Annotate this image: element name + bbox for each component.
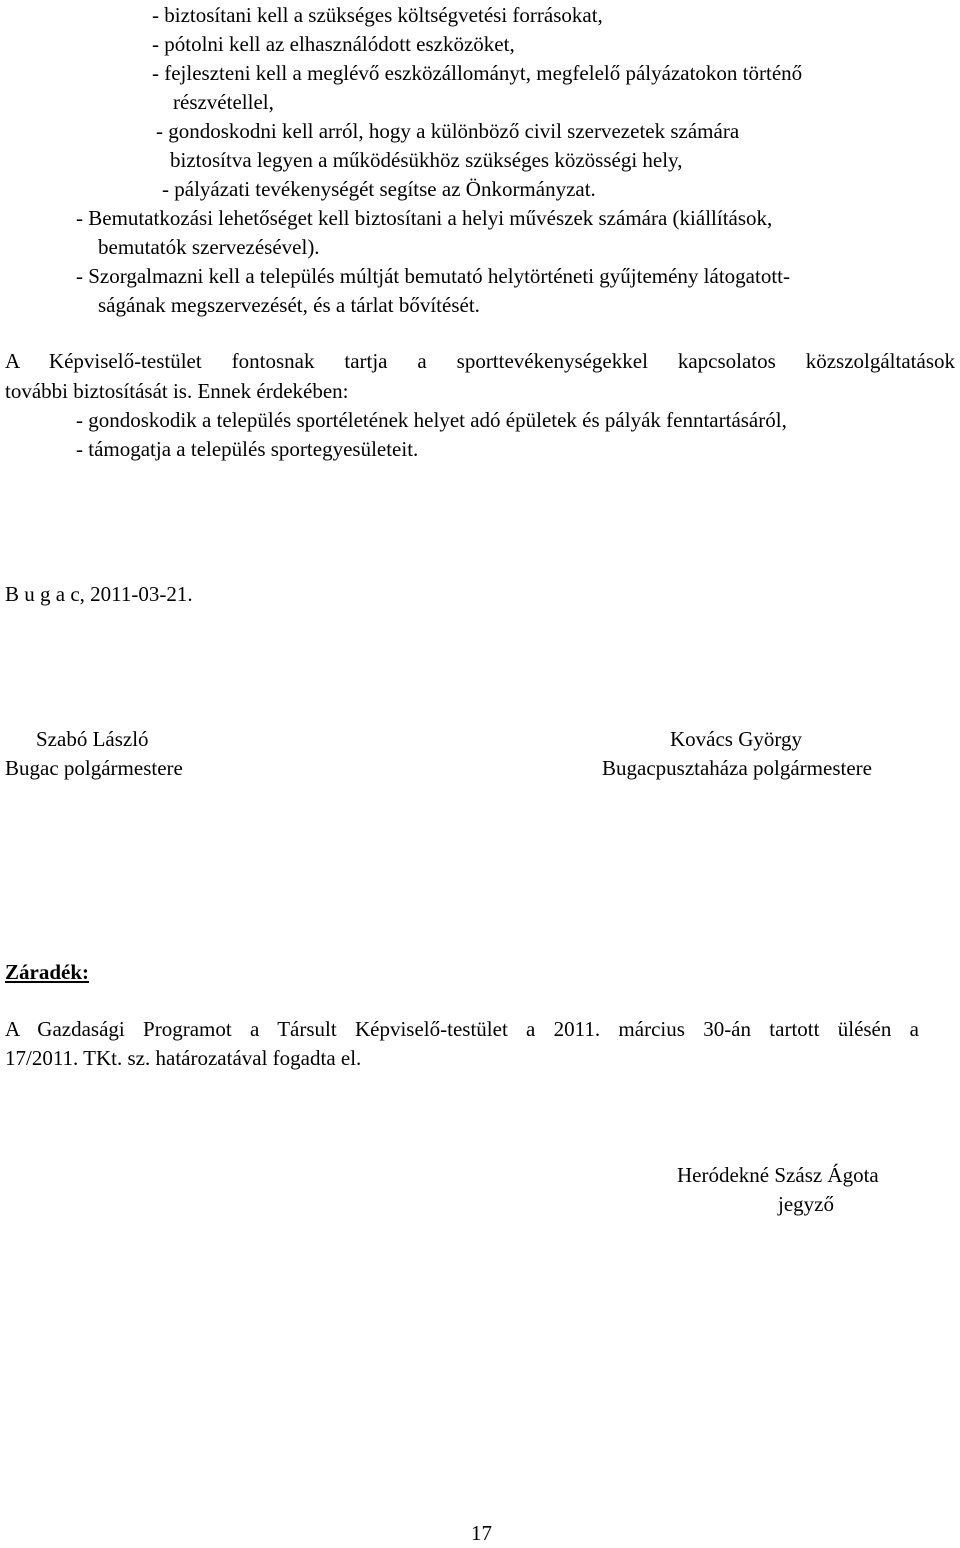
paragraph-line: A Képviselő-testület fontosnak tartja a sporttevékenységekkel kapcsolatos közszolgáltatások	[5, 349, 955, 373]
list-item: - gondoskodni kell arról, hogy a különböző civil szervezetek számára	[156, 119, 740, 143]
signatory-title: Bugac polgármestere	[5, 756, 183, 780]
list-item-continuation: részvétellel,	[173, 90, 274, 114]
clause-line: 17/2011. TKt. sz. határozatával fogadta el.	[5, 1046, 362, 1070]
list-item: - Szorgalmazni kell a település múltját bemutató helytörténeti gyűjtemény látogatott-	[76, 264, 790, 288]
date-place: B u g a c, 2011-03-21.	[5, 582, 193, 606]
list-item: - gondoskodik a település sportéletének helyet adó épületek és pályák fenntartásáról,	[76, 408, 787, 432]
list-item: - támogatja a település sportegyesületeit.	[76, 437, 419, 461]
list-item-continuation: ságának megszervezését, és a tárlat bővítését.	[98, 293, 480, 317]
signatory-title: Bugacpusztaháza polgármestere	[602, 756, 872, 780]
list-item-continuation: biztosítva legyen a működésükhöz szükséges közösségi hely,	[170, 148, 683, 172]
list-item: - biztosítani kell a szükséges költségvetési forrásokat,	[152, 3, 603, 27]
paragraph-line: további biztosítását is. Ennek érdekében:	[5, 379, 349, 403]
list-item: - Bemutatkozási lehetőséget kell biztosítani a helyi művészek számára (kiállítások,	[76, 206, 773, 230]
clause-line: A Gazdasági Programot a Társult Képviselő-testület a 2011. március 30-án tartott ülésén a	[5, 1017, 919, 1041]
list-item-continuation: bemutatók szervezésével).	[98, 235, 320, 259]
clause-heading: Záradék:	[5, 960, 89, 984]
list-item: - pályázati tevékenységét segítse az Önkormányzat.	[162, 177, 596, 201]
notary-name: Heródekné Szász Ágota	[677, 1163, 879, 1187]
notary-title: jegyző	[778, 1192, 834, 1216]
signatory-name: Kovács György	[670, 727, 803, 751]
list-item: - fejleszteni kell a meglévő eszközállományt, megfelelő pályázatokon történő	[152, 61, 803, 85]
signatory-name: Szabó László	[36, 727, 149, 751]
page-number: 17	[471, 1521, 492, 1545]
list-item: - pótolni kell az elhasználódott eszközöket,	[152, 32, 515, 56]
